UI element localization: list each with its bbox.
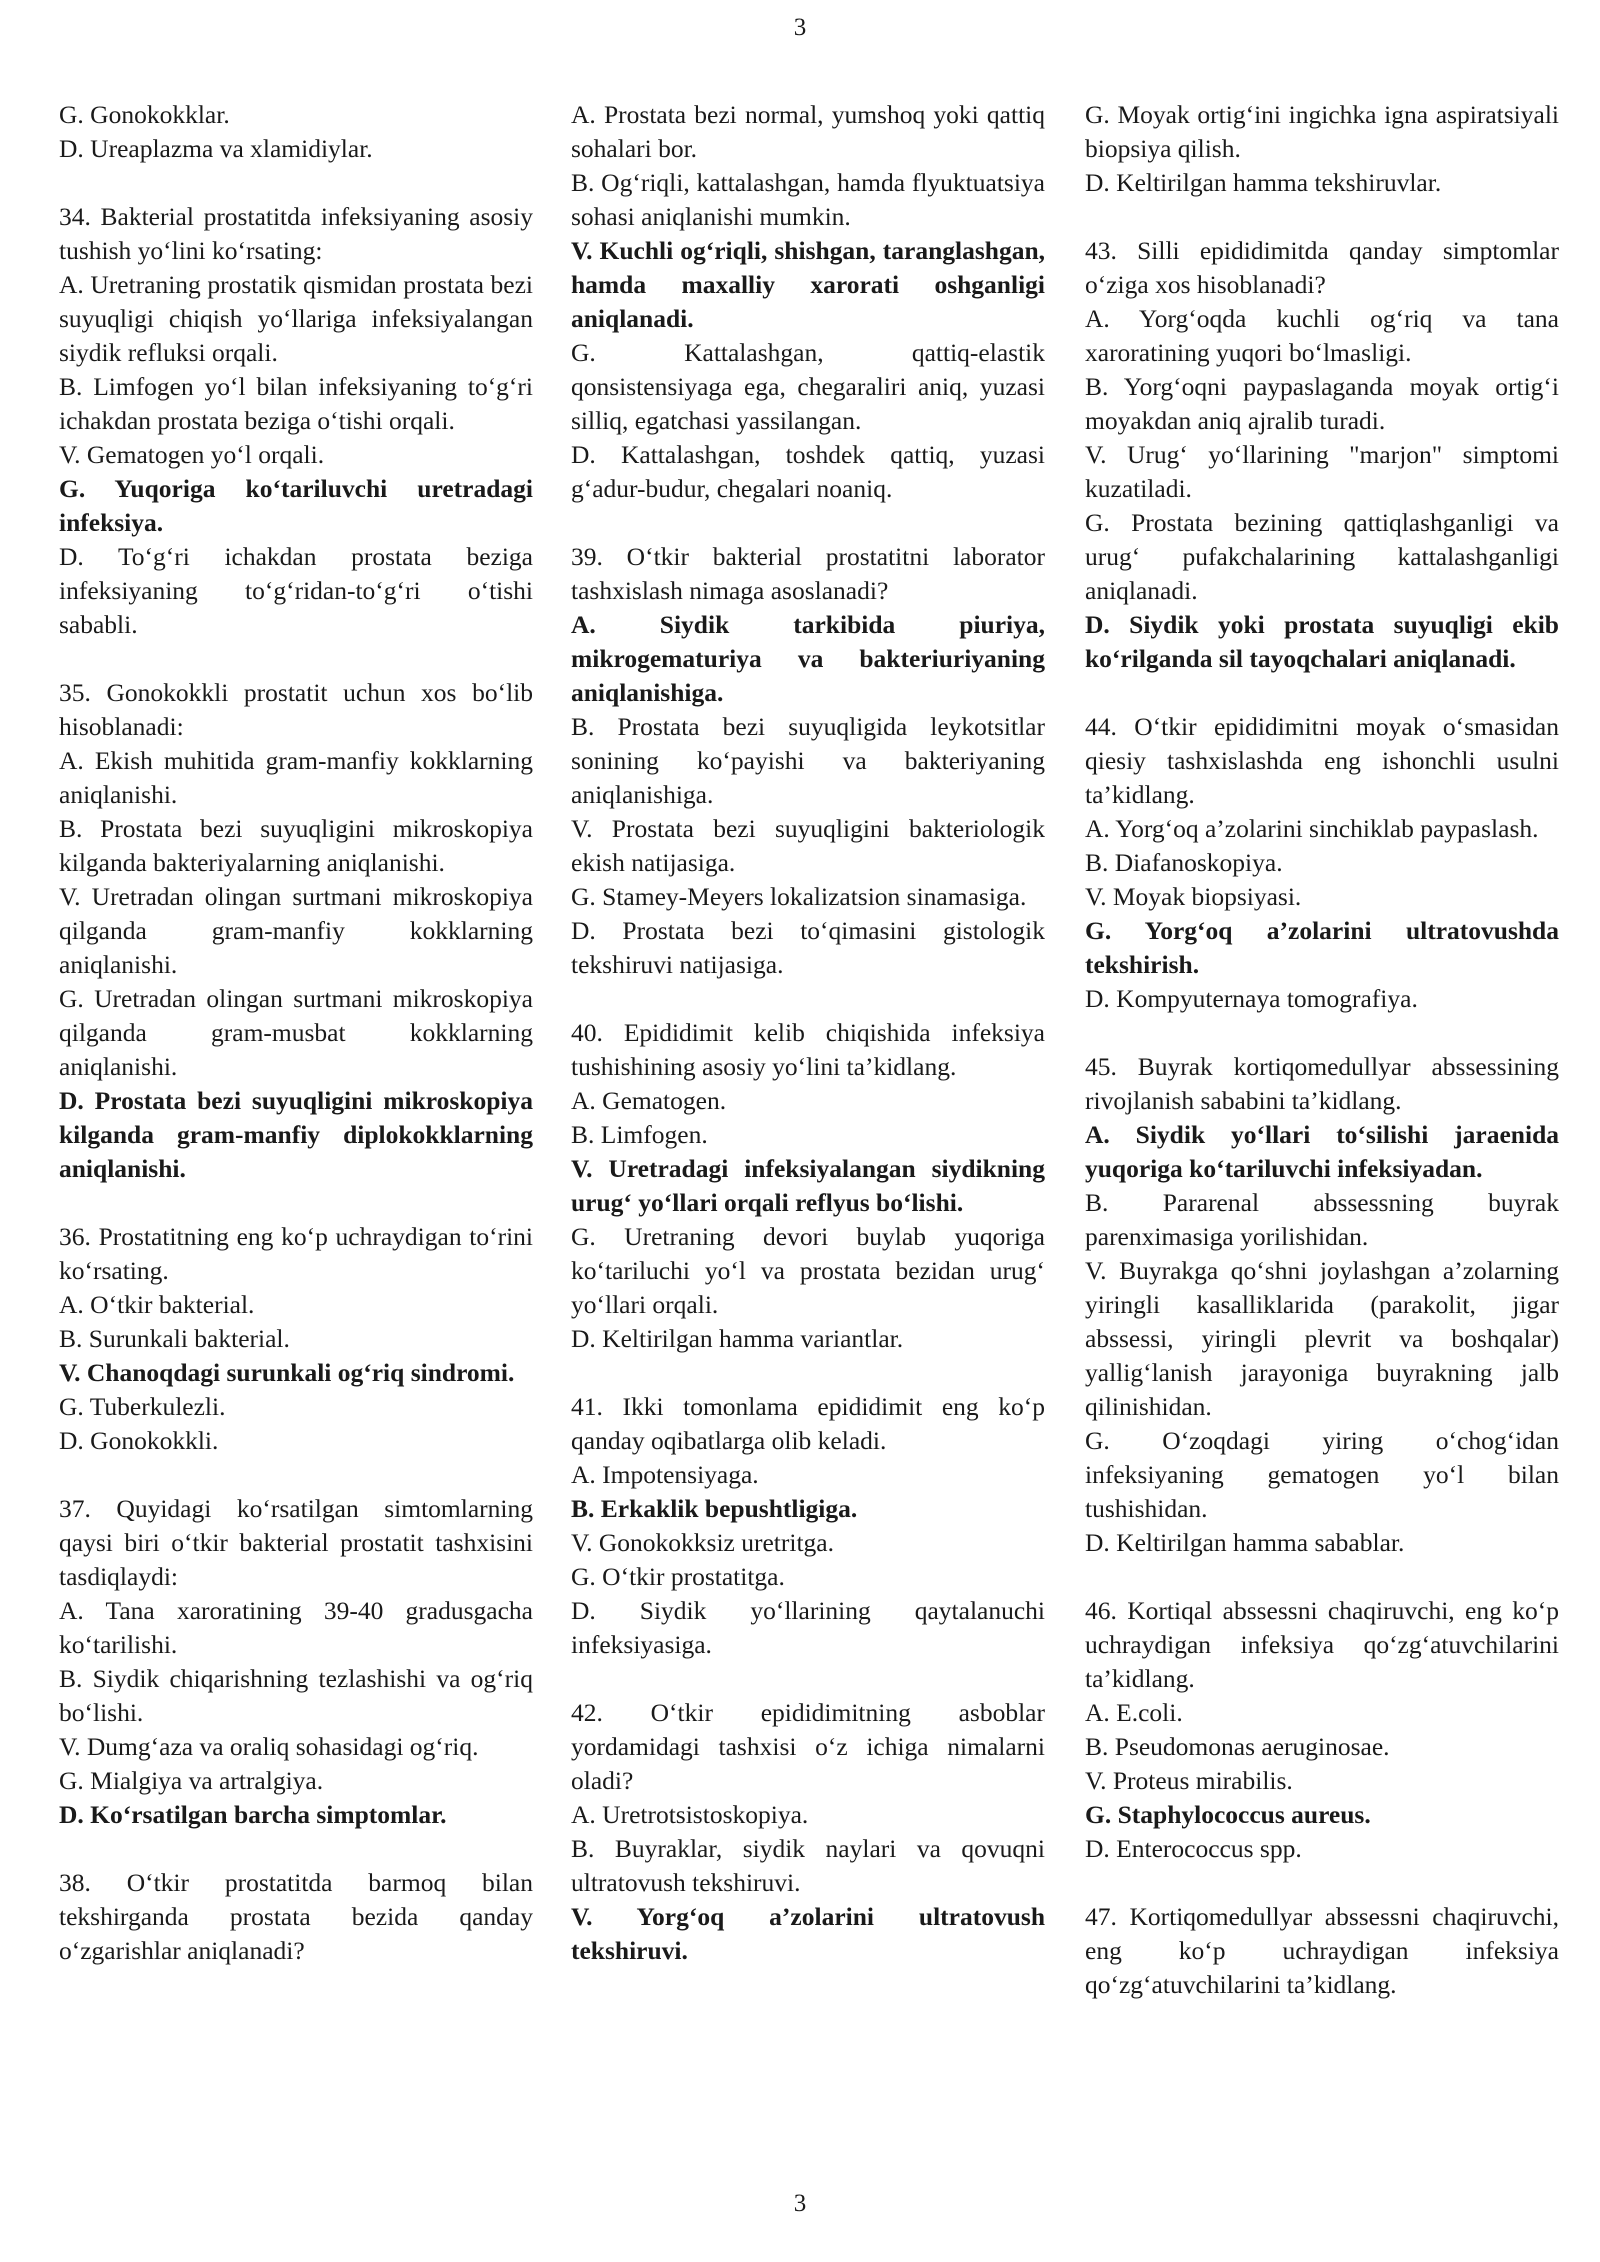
answer-option: V. Buyrakga qo‘shni joylashgan a’zolarning yiringli kasalliklarida (parakolit, jigar abssessi, yiringli plevrit va boshqalar) yallig‘lanish jarayoniga buyrakning jalb qilinishidan. <box>1085 1256 1559 1421</box>
question-block <box>59 676 533 1186</box>
answer-option: G. Stamey-Meyers lokalizatsion sinamasiga. <box>571 882 1027 911</box>
answer-option: D. Enterococcus spp. <box>1085 1834 1302 1863</box>
answer-option: V. Proteus mirabilis. <box>1085 1766 1293 1795</box>
answer-option: D. Keltirilgan hamma variantlar. <box>571 1324 904 1353</box>
question-block <box>59 1220 533 1458</box>
page-number-bottom: 3 <box>793 2190 807 2217</box>
question-text: 41. Ikki tomonlama epididimit eng ko‘p qanday oqibatlarga olib keladi. <box>571 1392 1045 1455</box>
question-block <box>571 540 1045 982</box>
answer-option: B. Limfogen. <box>571 1120 708 1149</box>
answer-option: B. Diafanoskopiya. <box>1085 848 1283 877</box>
question-text: 46. Kortiqal abssessni chaqiruvchi, eng ko‘p uchraydigan infeksiya qo‘zg‘atuvchilarini ta’kidlang. <box>1085 1596 1559 1693</box>
answer-option: D. Ureaplazma va xlamidiylar. <box>59 134 373 163</box>
answer-option: B. Prostata bezi suyuqligida leykotsitlar sonining ko‘payishi va bakteriyaning aniqlanishiga. <box>571 712 1045 809</box>
answer-option: A. Yorg‘oq a’zolarini sinchiklab paypaslash. <box>1085 814 1539 843</box>
answer-option: B. Prostata bezi suyuqligini mikroskopiya kilganda bakteriyalarning aniqlanishi. <box>59 814 533 877</box>
question-block <box>59 1866 533 1968</box>
answer-option: B. Surunkali bakterial. <box>59 1324 290 1353</box>
answer-option-correct: V. Kuchli og‘riqli, shishgan, taranglashgan, hamda maxalliy xarorati oshganligi aniqlanadi. <box>571 236 1045 333</box>
answer-option: D. Siydik yo‘llarining qaytalanuchi infeksiyasiga. <box>571 1596 1045 1659</box>
question-block <box>1085 1900 1559 2002</box>
answer-option: A. Yorg‘oqda kuchli og‘riq va tana xaroratining yuqori bo‘lmasligi. <box>1085 304 1559 367</box>
answer-option-correct: A. Siydik tarkibida piuriya, mikrogematuriya va bakteriuriyaning aniqlanishiga. <box>571 610 1045 707</box>
question-block <box>1085 1050 1559 1560</box>
answer-option: G. Tuberkulezli. <box>59 1392 226 1421</box>
answer-option: G. Prostata bezining qattiqlashganligi va urug‘ pufakchalarining kattalashganligi aniqlanadi. <box>1085 508 1559 605</box>
answer-option-correct: G. Staphylococcus aureus. <box>1085 1800 1371 1829</box>
answer-option: D. Kompyuternaya tomografiya. <box>1085 984 1418 1013</box>
question-block <box>571 1390 1045 1662</box>
question-block <box>1085 1594 1559 1866</box>
answer-option: B. Yorg‘oqni paypaslaganda moyak ortig‘i moyakdan aniq ajralib turadi. <box>1085 372 1559 435</box>
answer-option: D. Keltirilgan hamma sabablar. <box>1085 1528 1405 1557</box>
answer-option: D. To‘g‘ri ichakdan prostata beziga infeksiyaning to‘g‘ridan-to‘g‘ri o‘tishi sababli. <box>59 542 533 639</box>
answer-option: G. Gonokokklar. <box>59 100 230 129</box>
question-block <box>571 1696 1045 1968</box>
answer-option: B. Og‘riqli, kattalashgan, hamda flyuktuatsiya sohasi aniqlanishi mumkin. <box>571 168 1045 231</box>
answer-option-correct: G. Yuqoriga ko‘tariluvchi uretradagi infeksiya. <box>59 474 533 537</box>
answer-option: V. Gonokokksiz uretritga. <box>571 1528 834 1557</box>
answer-option-correct: D. Ko‘rsatilgan barcha simptomlar. <box>59 1800 447 1829</box>
answer-option-correct: A. Siydik yo‘llari to‘silishi jaraenida yuqoriga ko‘tariluvchi infeksiyadan. <box>1085 1120 1559 1183</box>
answer-option: B. Siydik chiqarishning tezlashishi va og‘riq bo‘lishi. <box>59 1664 533 1727</box>
answer-option-correct: V. Uretradagi infeksiyalangan siydikning urug‘ yo‘llari orqali reflyus bo‘lishi. <box>571 1154 1045 1217</box>
answer-option-correct: B. Erkaklik bepushtligiga. <box>571 1494 858 1523</box>
column-right <box>1085 98 1559 2036</box>
question-text: 40. Epididimit kelib chiqishida infeksiya tushishining asosiy yo‘lini ta’kidlang. <box>571 1018 1045 1081</box>
answer-option: V. Moyak biopsiyasi. <box>1085 882 1302 911</box>
answer-option: A. Uretraning prostatik qismidan prostata bezi suyuqligi chiqish yo‘llariga infeksiyalangan siydik refluksi orqali. <box>59 270 533 367</box>
answer-option: D. Kattalashgan, toshdek qattiq, yuzasi g‘adur-budur, chegalari noaniq. <box>571 440 1045 503</box>
answer-option: G. O‘zoqdagi yiring o‘chog‘idan infeksiyaning gematogen yo‘l bilan tushishidan. <box>1085 1426 1559 1523</box>
answer-option-correct: V. Chanoqdagi surunkali og‘riq sindromi. <box>59 1358 515 1387</box>
answer-option: A. Uretrotsistoskopiya. <box>571 1800 809 1829</box>
page-number-top: 3 <box>793 14 807 41</box>
answer-option: V. Urug‘ yo‘llarining "marjon" simptomi kuzatiladi. <box>1085 440 1559 503</box>
question-block <box>1085 98 1559 200</box>
answer-option: G. O‘tkir prostatitga. <box>571 1562 785 1591</box>
answer-option: B. Limfogen yo‘l bilan infeksiyaning to‘g‘ri ichakdan prostata beziga o‘tishi orqali. <box>59 372 533 435</box>
question-text: 44. O‘tkir epididimitni moyak o‘smasidan qiesiy tashxislashda eng ishonchli usulni ta’kidlang. <box>1085 712 1559 809</box>
answer-option: D. Keltirilgan hamma tekshiruvlar. <box>1085 168 1442 197</box>
question-block <box>571 98 1045 506</box>
question-block <box>1085 234 1559 676</box>
question-block <box>59 200 533 642</box>
answer-option-correct: D. Prostata bezi suyuqligini mikroskopiya kilganda gram-manfiy diplokokklarning aniqlanishi. <box>59 1086 533 1183</box>
answer-option: G. Mialgiya va artralgiya. <box>59 1766 324 1795</box>
answer-option: V. Uretradan olingan surtmani mikroskopiya qilganda gram-manfiy kokklarning aniqlanishi. <box>59 882 533 979</box>
answer-option-correct: V. Yorg‘oq a’zolarini ultratovush tekshiruvi. <box>571 1902 1045 1965</box>
answer-option: G. Uretradan olingan surtmani mikroskopiya qilganda gram-musbat kokklarning aniqlanishi. <box>59 984 533 1081</box>
question-text: 43. Silli epididimitda qanday simptomlar o‘ziga xos hisoblanadi? <box>1085 236 1559 299</box>
answer-option-correct: D. Siydik yoki prostata suyuqligi ekib ko‘rilganda sil tayoqchalari aniqlanadi. <box>1085 610 1559 673</box>
answer-option: A. E.coli. <box>1085 1698 1183 1727</box>
column-middle <box>571 98 1045 2002</box>
answer-option: A. Gematogen. <box>571 1086 727 1115</box>
answer-option: V. Prostata bezi suyuqligini bakteriologik ekish natijasiga. <box>571 814 1045 877</box>
answer-option: A. O‘tkir bakterial. <box>59 1290 255 1319</box>
question-text: 38. O‘tkir prostatitda barmoq bilan tekshirganda prostata bezida qanday o‘zgarishlar aniqlanadi? <box>59 1868 533 1965</box>
answer-option: B. Pararenal abssessning buyrak parenximasiga yorilishidan. <box>1085 1188 1559 1251</box>
question-text: 45. Buyrak kortiqomedullyar abssessining rivojlanish sababini ta’kidlang. <box>1085 1052 1559 1115</box>
answer-option: A. Prostata bezi normal, yumshoq yoki qattiq sohalari bor. <box>571 100 1045 163</box>
question-block <box>1085 710 1559 1016</box>
answer-option: G. Uretraning devori buylab yuqoriga ko‘tariluchi yo‘l va prostata bezidan urug‘ yo‘llari orqali. <box>571 1222 1045 1319</box>
answer-option: D. Prostata bezi to‘qimasini gistologik tekshiruvi natijasiga. <box>571 916 1045 979</box>
question-text: 37. Quyidagi ko‘rsatilgan simtomlarning qaysi biri o‘tkir bakterial prostatit tashxisini tasdiqlaydi: <box>59 1494 533 1591</box>
answer-option: G. Moyak ortig‘ini ingichka igna aspiratsiyali biopsiya qilish. <box>1085 100 1559 163</box>
answer-option-correct: G. Yorg‘oq a’zolarini ultratovushda tekshirish. <box>1085 916 1559 979</box>
answer-option: A. Tana xaroratining 39-40 gradusgacha ko‘tarilishi. <box>59 1596 533 1659</box>
answer-option: D. Gonokokkli. <box>59 1426 219 1455</box>
answer-option: B. Pseudomonas aeruginosae. <box>1085 1732 1390 1761</box>
answer-option: A. Impotensiyaga. <box>571 1460 759 1489</box>
column-left <box>59 98 533 2002</box>
question-block <box>59 98 533 166</box>
question-text: 42. O‘tkir epididimitning asboblar yordamidagi tashxisi o‘z ichiga nimalarni oladi? <box>571 1698 1045 1795</box>
answer-option: V. Dumg‘aza va oraliq sohasidagi og‘riq. <box>59 1732 479 1761</box>
question-text: 39. O‘tkir bakterial prostatitni laborator tashxislash nimaga asoslanadi? <box>571 542 1045 605</box>
question-block <box>571 1016 1045 1356</box>
question-text: 34. Bakterial prostatitda infeksiyaning asosiy tushish yo‘lini ko‘rsating: <box>59 202 533 265</box>
answer-option: G. Kattalashgan, qattiq-elastik qonsistensiyaga ega, chegaraliri aniq, yuzasi silliq, egatchasi yassilangan. <box>571 338 1045 435</box>
answer-option: B. Buyraklar, siydik naylari va qovuqni ultratovush tekshiruvi. <box>571 1834 1045 1897</box>
answer-option: V. Gematogen yo‘l orqali. <box>59 440 325 469</box>
answer-option: A. Ekish muhitida gram-manfiy kokklarning aniqlanishi. <box>59 746 533 809</box>
question-text: 47. Kortiqomedullyar abssessni chaqiruvchi, eng ko‘p uchraydigan infeksiya qo‘zg‘atuvchilarini ta’kidlang. <box>1085 1902 1559 1999</box>
question-block <box>59 1492 533 1832</box>
question-text: 35. Gonokokkli prostatit uchun xos bo‘lib hisoblanadi: <box>59 678 533 741</box>
question-text: 36. Prostatitning eng ko‘p uchraydigan to‘rini ko‘rsating. <box>59 1222 533 1285</box>
